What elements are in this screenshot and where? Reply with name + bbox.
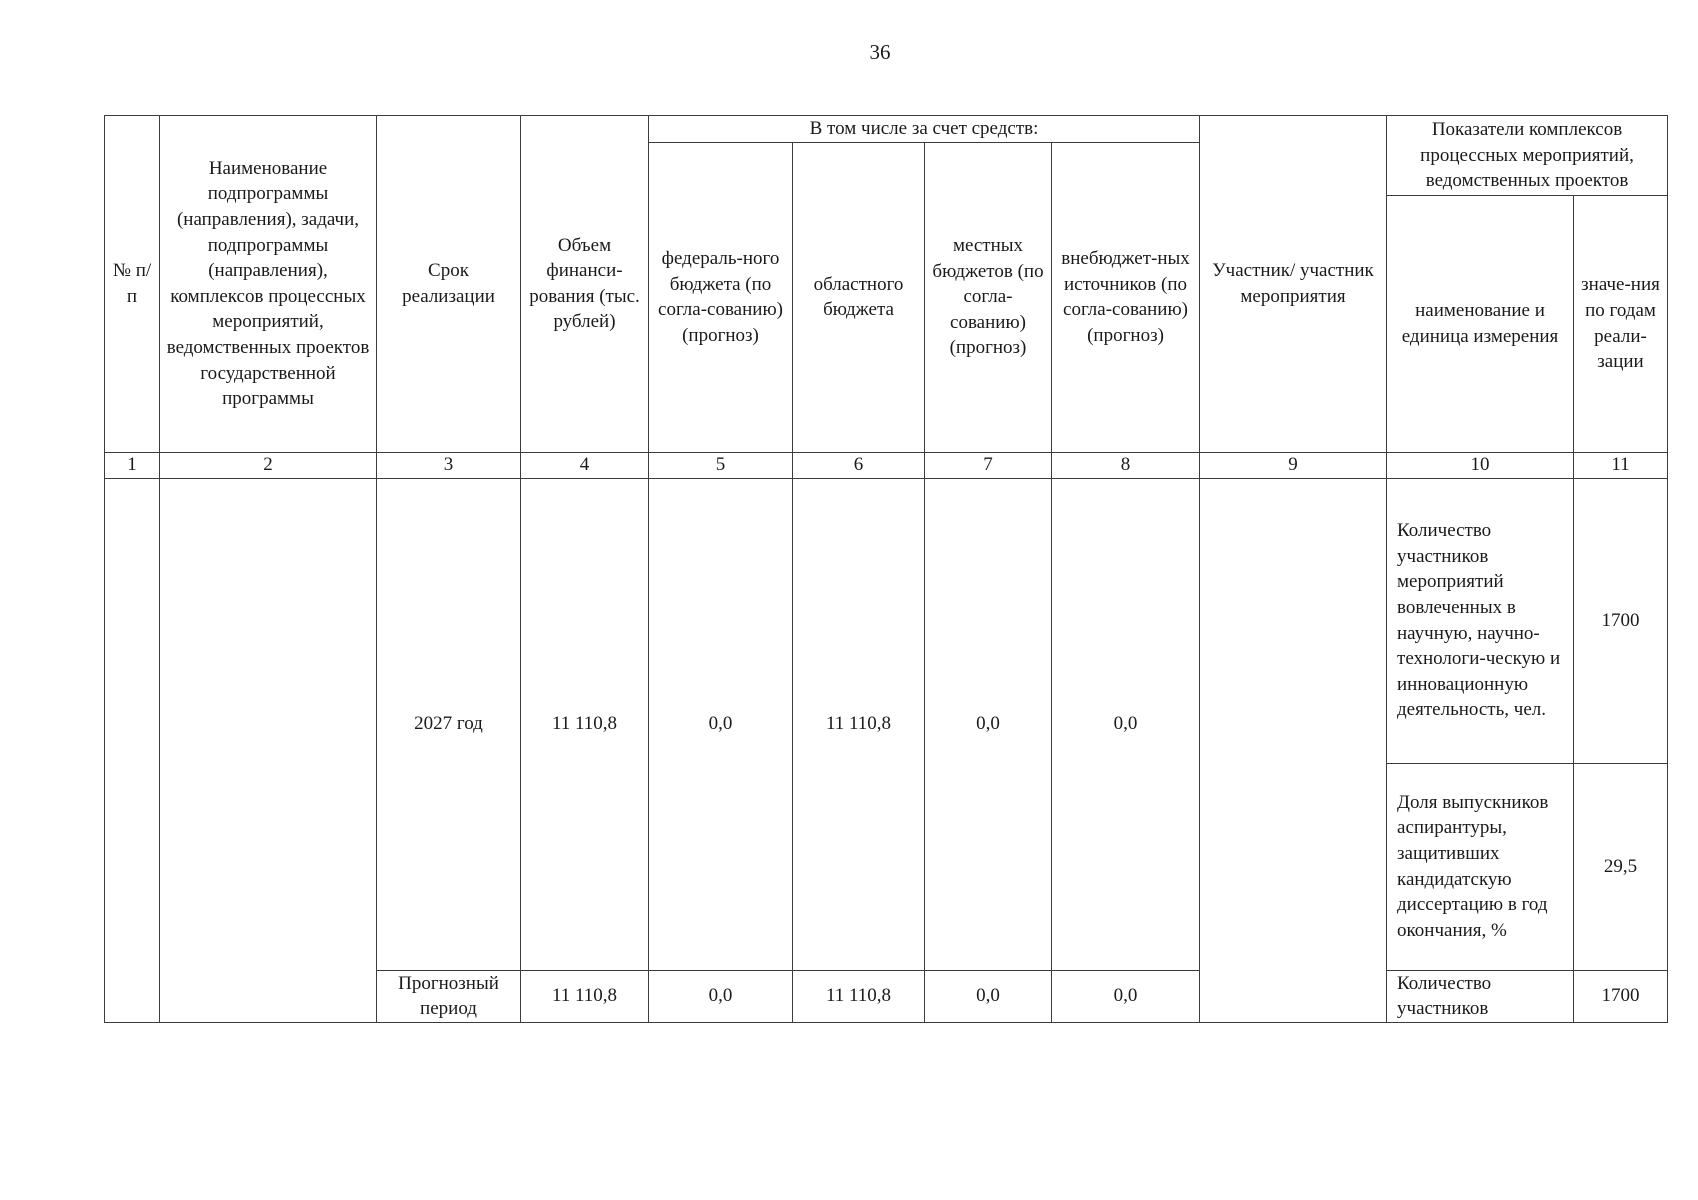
volume-cell: 11 110,8 xyxy=(521,478,649,970)
table-row xyxy=(105,478,1668,763)
column-number: 5 xyxy=(649,452,793,478)
column-number: 4 xyxy=(521,452,649,478)
volume-cell: 11 110,8 xyxy=(521,970,649,1022)
column-number: 7 xyxy=(925,452,1052,478)
header-group-indicators: Показатели комплексов процессных мероприятий, ведомственных проектов xyxy=(1387,116,1668,196)
header-col-number: № п/п xyxy=(105,116,160,453)
page-number: 36 xyxy=(869,40,891,64)
extrabudget-cell: 0,0 xyxy=(1052,970,1200,1022)
header-col-participant: Участник/ участник мероприятия xyxy=(1200,116,1387,453)
indicator-value-cell: 29,5 xyxy=(1574,763,1668,970)
federal-cell: 0,0 xyxy=(649,970,793,1022)
header-group-funding: В том числе за счет средств: xyxy=(649,116,1200,143)
header-col-extrabudget: внебюджет-ных источников (по согла-сованию) (прогноз) xyxy=(1052,142,1200,452)
indicator-name-cell: Доля выпускников аспирантуры, защитивших кандидатскую диссертацию в год окончания, % xyxy=(1387,763,1574,970)
column-number: 10 xyxy=(1387,452,1574,478)
period-cell: Прогнозный период xyxy=(377,970,521,1022)
local-cell: 0,0 xyxy=(925,478,1052,970)
period-cell: 2027 год xyxy=(377,478,521,970)
column-number: 3 xyxy=(377,452,521,478)
header-col-regional: областного бюджета xyxy=(793,142,925,452)
header-col-indicator-name: наименование и единица измерения xyxy=(1387,195,1574,452)
extrabudget-cell: 0,0 xyxy=(1052,478,1200,970)
indicator-value-cell: 1700 xyxy=(1574,970,1668,1022)
header-col-federal: федераль-ного бюджета (по согла-сованию) (прогноз) xyxy=(649,142,793,452)
row-name-cell xyxy=(160,478,377,1022)
regional-cell: 11 110,8 xyxy=(793,478,925,970)
header-col-indicator-value: значе-ния по годам реали-зации xyxy=(1574,195,1668,452)
indicator-name-cell: Количество участников xyxy=(1387,970,1574,1022)
column-number-row xyxy=(105,452,1668,478)
row-number-cell xyxy=(105,478,160,1022)
column-number: 9 xyxy=(1200,452,1387,478)
header-col-period: Срок реализации xyxy=(377,116,521,453)
column-number: 11 xyxy=(1574,452,1668,478)
indicator-value-cell: 1700 xyxy=(1574,478,1668,763)
program-table xyxy=(104,115,1668,1023)
regional-cell: 11 110,8 xyxy=(793,970,925,1022)
local-cell: 0,0 xyxy=(925,970,1052,1022)
column-number: 2 xyxy=(160,452,377,478)
column-number: 8 xyxy=(1052,452,1200,478)
column-number: 1 xyxy=(105,452,160,478)
participant-cell xyxy=(1200,478,1387,1022)
indicator-name-cell: Количество участников мероприятий вовлеченных в научную, научно-технологи-ческую и инновационную деятельность, чел. xyxy=(1387,478,1574,763)
header-col-local: местных бюджетов (по согла-сованию) (прогноз) xyxy=(925,142,1052,452)
header-col-name: Наименование подпрограммы (направления), задачи, подпрограммы (направления), комплексов процессных мероприятий, ведомственных проектов государственной программы xyxy=(160,116,377,453)
column-number: 6 xyxy=(793,452,925,478)
header-col-volume: Объем финанси-рования (тыс. рублей) xyxy=(521,116,649,453)
federal-cell: 0,0 xyxy=(649,478,793,970)
